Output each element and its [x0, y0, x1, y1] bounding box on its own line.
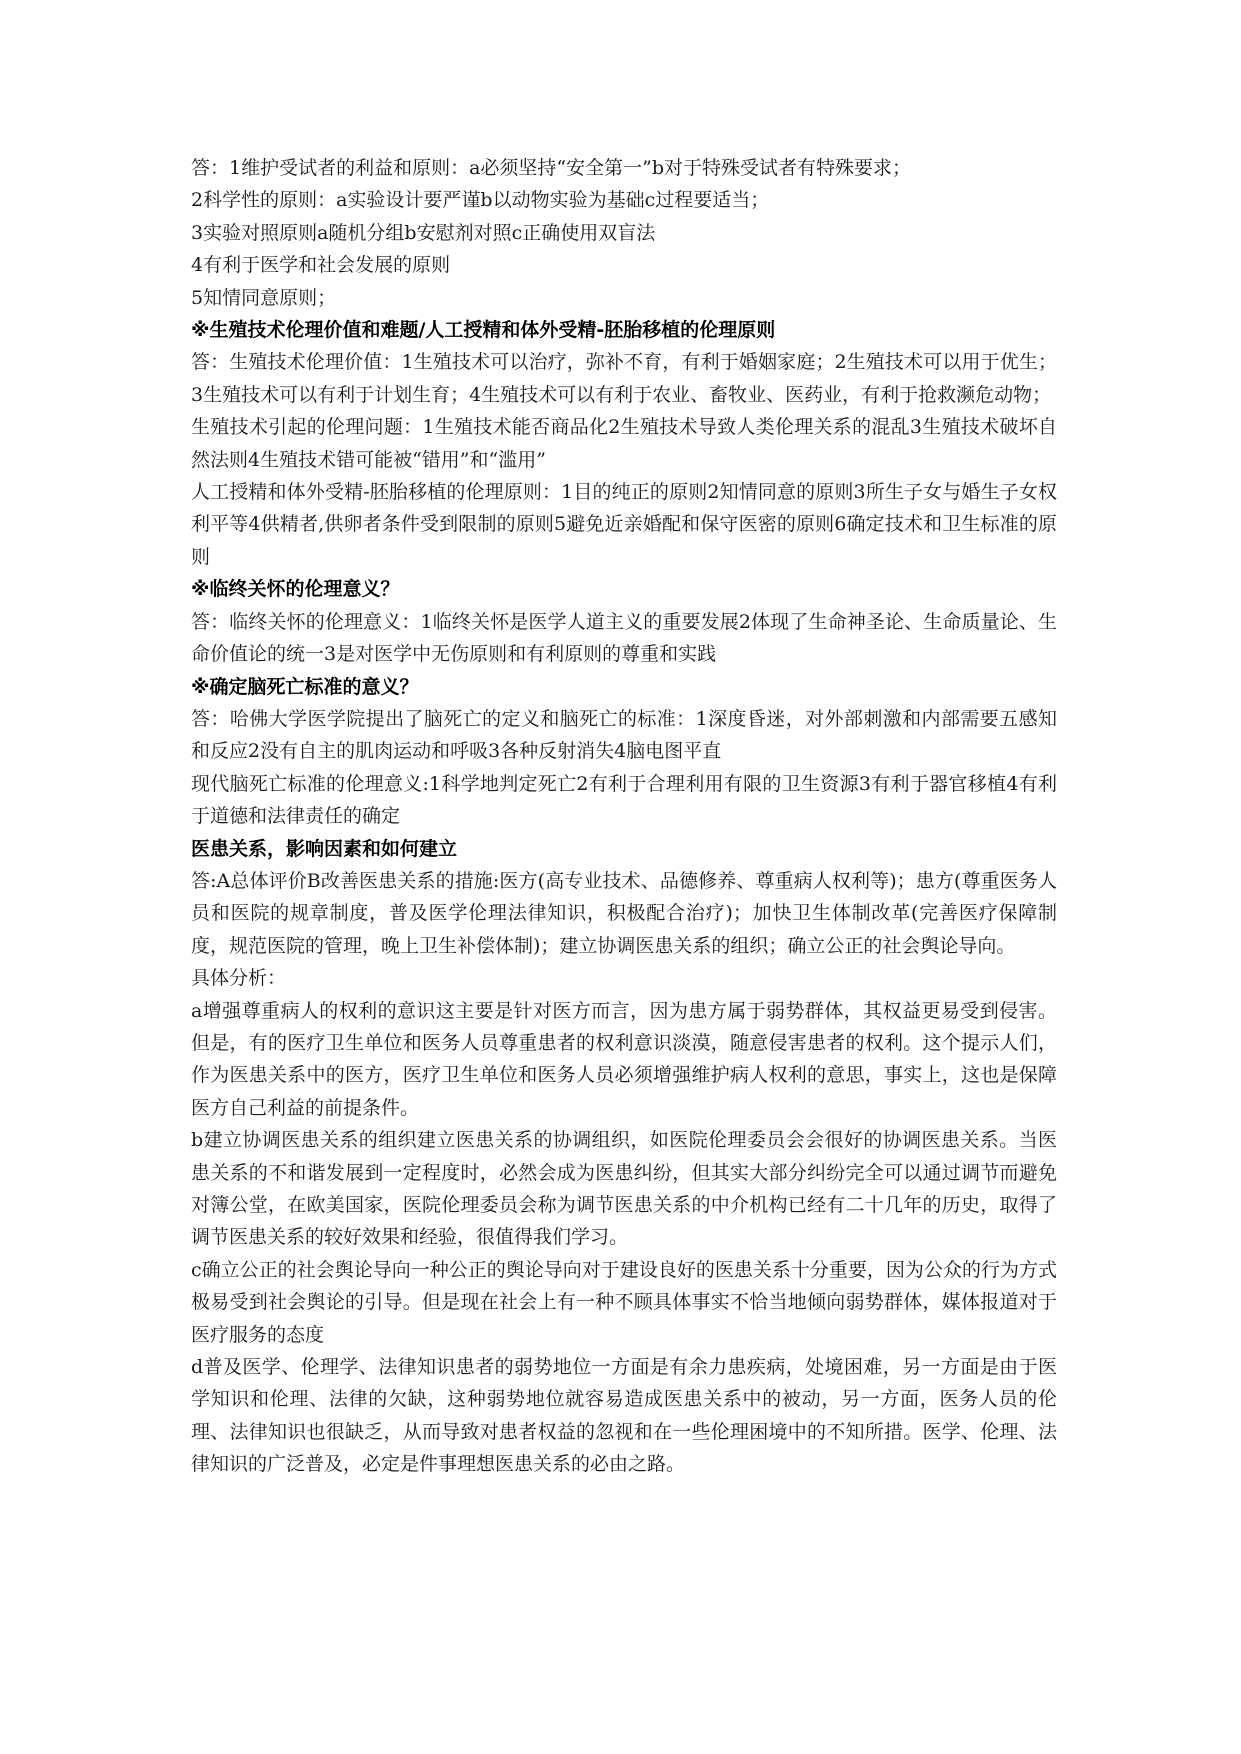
document-page	[191, 152, 1057, 1481]
paragraph-brain-death-meaning: 现代脑死亡标准的伦理意义:1科学地判定死亡2有利于合理利用有限的卫生资源3有利于器官移植4有利于道德和法律责任的确定	[191, 772, 1057, 828]
heading-reproductive-technology: ※生殖技术伦理价值和难题/人工授精和体外受精-胚胎移植的伦理原则	[191, 319, 776, 342]
paragraph-informed-consent-principle: 5知情同意原则；	[191, 286, 337, 309]
heading-hospice-care: ※临终关怀的伦理意义？	[191, 578, 400, 601]
paragraph-subject-protection: 答：1维护受试者的利益和原则：a必须坚持“安全第一”b对于特殊受试者有特殊要求；	[191, 157, 912, 179]
paragraph-analysis-a: a增强尊重病人的权利的意识这主要是针对医方而言，因为患方属于弱势群体，其权益更易受到侵害。但是，有的医疗卫生单位和医务人员尊重患者的权利意识淡漠，随意侵害患者的权利。这个提示人们，作为医患关系中的医方，医疗卫生单位和医务人员必须增强维护病人权利的意思，事实上，这也是保障医方自己利益的前提条件。	[191, 999, 1057, 1119]
heading-brain-death: ※确定脑死亡标准的意义？	[191, 675, 419, 698]
paragraph-scientific-principle: 2科学性的原则：a实验设计要严谨b以动物实验为基础c过程要适当；	[191, 189, 770, 212]
paragraph-relationship-measures: 答:A总体评价B改善医患关系的措施:医方(高专业技术、品德修养、尊重病人权利等)；患方(尊重医务人员和医院的规章制度，普及医学伦理法律知识，积极配合治疗)；加快卫生体制改革(完善医疗保障制度，规范医院的管理，晚上卫生补偿体制)；建立协调医患关系的组织；确立公正的社会舆论导向。	[191, 869, 1057, 957]
paragraph-analysis-d: d普及医学、伦理学、法律知识患者的弱势地位一方面是有余力患疾病，处境困难，另一方面是由于医学知识和伦理、法律的欠缺，这种弱势地位就容易造成医患关系中的被动，另一方面，医务人员的伦理、法律知识也很缺乏，从而导致对患者权益的忽视和在一些伦理困境中的不知所措。医学、伦理、法律知识的广泛普及，必定是件事理想医患关系的必由之路。	[191, 1356, 1057, 1476]
paragraph-analysis-b: b建立协调医患关系的组织建立医患关系的协调组织，如医院伦理委员会会很好的协调医患关系。当医患关系的不和谐发展到一定程度时，必然会成为医患纠纷，但其实大部分纠纷完全可以通过调节而避免对簿公堂，在欧美国家，医院伦理委员会称为调节医患关系的中介机构已经有二十几年的历史，取得了调节医患关系的较好效果和经验，很值得我们学习。	[191, 1129, 1057, 1249]
paragraph-hospice-meaning: 答：临终关怀的伦理意义：1临终关怀是医学人道主义的重要发展2体现了生命神圣论、生命质量论、生命价值论的统一3是对医学中无伤原则和有利原则的尊重和实践	[191, 610, 1057, 666]
paragraph-ivf-principles: 人工授精和体外受精-胚胎移植的伦理原则：1目的纯正的原则2知情同意的原则3所生子女与婚生子女权利平等4供精者,供卵者条件受到限制的原则5避免近亲婚配和保守医密的原则6确定技术和卫生标准的原则	[191, 481, 1057, 568]
heading-doctor-patient-relationship: 医患关系，影响因素和如何建立	[191, 837, 458, 860]
paragraph-reproductive-value: 答：生殖技术伦理价值：1生殖技术可以治疗，弥补不育，有利于婚姻家庭；2生殖技术可以用于优生；3生殖技术可以有利于计划生育；4生殖技术可以有利于农业、畜牧业、医药业，有利于抢救濒危动物；	[191, 351, 1057, 406]
paragraph-control-principle: 3实验对照原则a随机分组b安慰剂对照c正确使用双盲法	[191, 221, 656, 244]
paragraph-harvard-criteria: 答：哈佛大学医学院提出了脑死亡的定义和脑死亡的标准：1深度昏迷，对外部刺激和内部需要五感知和反应2没有自主的肌肉运动和呼吸3各种反射消失4脑电图平直	[191, 707, 1057, 763]
paragraph-social-benefit-principle: 4有利于医学和社会发展的原则	[191, 254, 451, 277]
paragraph-analysis-label: 具体分析：	[191, 967, 287, 990]
paragraph-analysis-c: c确立公正的社会舆论导向一种公正的舆论导向对于建设良好的医患关系十分重要，因为公众的行为方式极易受到社会舆论的引导。但是现在社会上有一种不顾具体事实不恰当地倾向弱势群体，媒体报道对于医疗服务的态度	[191, 1258, 1057, 1346]
paragraph-reproductive-problems: 生殖技术引起的伦理问题：1生殖技术能否商品化2生殖技术导致人类伦理关系的混乱3生殖技术破坏自然法则4生殖技术错可能被“错用”和“滥用”	[191, 416, 1057, 471]
